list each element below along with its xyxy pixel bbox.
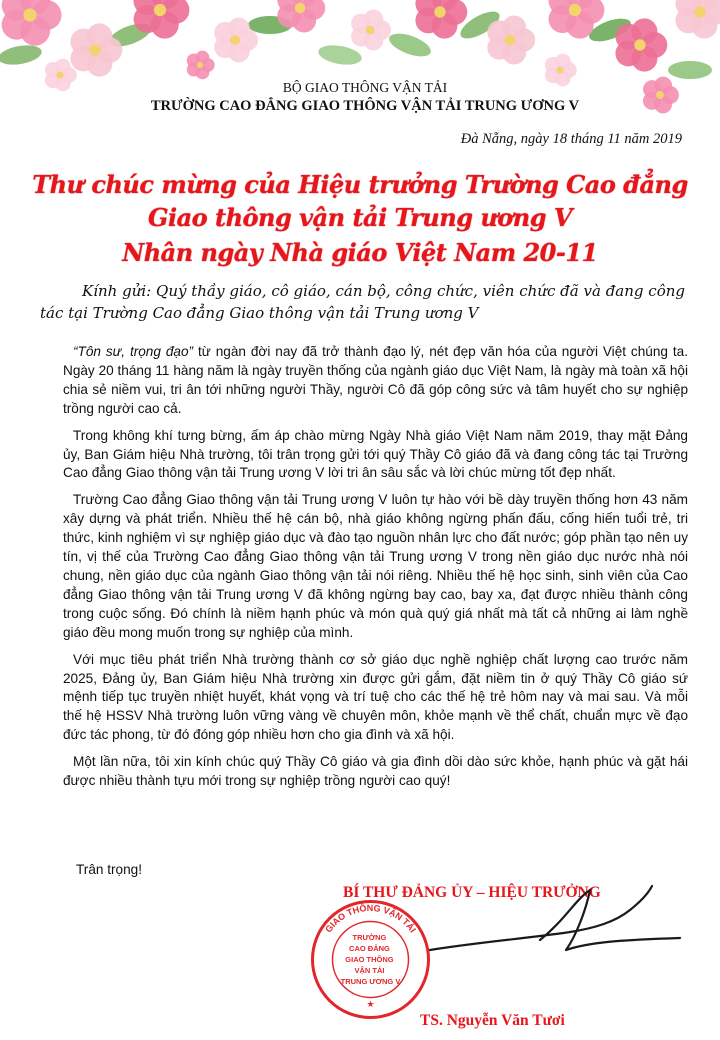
stamp-line-2: CAO ĐẲNG [349,944,390,953]
signer-name: TS. Nguyễn Văn Tươi [420,1012,565,1029]
letter-date: Đà Nẵng, ngày 18 tháng 11 năm 2019 [460,131,682,147]
stamp-ring-text: GIAO THÔNG VẬN TẢI [323,902,418,935]
flower-center [230,35,240,45]
flower-petal [228,17,250,39]
paragraph-2: Trong không khí tưng bừng, ấm áp chào mừng Ngày Nhà giáo Việt Nam năm 2019, thay mặt Đảng ủy, Ban Giám hiệu Nhà trường, tôi trân trọng gửi tới quý Thầy Cô giáo đã và đang công tác tại Trường Cao đẳng Giao thông vận tải Trung ương V lời tri ân sâu sắc và lời chúc mừng tốt đẹp nhất. [63,427,688,481]
quote: “Tôn sư, trọng đạo” [73,344,194,359]
flower-center [197,62,203,68]
letter-title-line-2: Giao thông vận tải Trung ương V [147,203,573,232]
leaf-decoration [0,42,43,67]
flower-petal [55,59,71,75]
flower-petal [555,54,571,70]
salutation: Kính gửi: Quý thầy giáo, cô giáo, cán bộ, công chức, viên chức đã và đang công tác tại Trường Cao đẳng Giao thông vận tải Trung ương V [40,282,685,322]
closing: Trân trọng! [76,862,142,877]
flower-center [154,4,166,16]
floral-banner [0,0,720,140]
leaf-decoration [317,42,363,67]
ministry-name: BỘ GIAO THÔNG VẬN TẢI [282,80,448,95]
leaf-decoration [386,29,434,61]
leaf-decoration [668,61,712,79]
flower-center [694,6,705,17]
flower-petal [631,18,657,44]
flower-center [569,4,581,16]
paragraph-1 [63,343,688,419]
flower-center [505,35,516,46]
stamp-star-icon: ★ [366,999,375,1009]
signer-role: BÍ THƯ ĐẢNG ỦY – HIỆU TRƯỞNG [343,884,601,901]
letter-title-line-3: Nhân ngày Nhà giáo Việt Nam 20-11 [122,238,598,267]
paragraph-3: Trường Cao đẳng Giao thông vận tải Trung ương V luôn tự hào với bề dày truyền thống hơn 43 năm xây dựng và phát triển. Nhiều thế hệ cán bộ, nhà giáo không ngừng phấn đấu, cống hiến tuổi trẻ, tri thức, kinh nghiệm vì sự nghiệp giáo dục và đào tạo nguồn nhân lực cho đất nước; góp phần tạo nên uy tín, vị thế của Trường Cao đẳng Giao thông vận tải Trung ương V trong nền giáo dục nước nhà nói chung, nền giáo dục của ngành Giao thông vận tải nói riêng. Nhiều thế hệ học sinh, sinh viên của Cao đẳng Giao thông vận tải Trung ương V đã không ngừng bay cao, bay xa, đạt được nhiều thành công trong cuộc sống. Đó chính là niềm hạnh phúc và món quà quý giá nhất mà tất cả những ai làm nghề giáo đều mong muốn trong sự nghiệp của mình. [63,492,688,640]
letter-title-line-1: Thư chúc mừng của Hiệu trưởng Trường Cao đẳng [32,170,688,199]
flower-center [23,8,36,21]
stamp-line-4: VẬN TẢI [354,966,385,975]
stamp-line-1: TRƯỜNG [352,933,387,942]
flower-center [556,66,563,73]
flower-center [366,26,375,35]
stamp-line-5: TRUNG ƯƠNG V [340,977,401,986]
stamp-line-3: GIAO THÔNG [345,955,394,964]
school-name: TRƯỜNG CAO ĐẲNG GIAO THÔNG VẬN TẢI TRUNG ƯƠNG V [150,98,580,114]
paragraph-5: Một lần nữa, tôi xin kính chúc quý Thầy Cô giáo và gia đình dồi dào sức khỏe, hạnh phúc và gặt hái được nhiều thành tựu mới trong sự nghiệp trồng người cao quý! [63,754,688,789]
flower-center [89,44,100,55]
paragraph-1-text: từ ngàn đời nay đã trở thành đạo lý, nét đẹp văn hóa của người Việt chúng ta. Ngày 20 tháng 11 hàng năm là ngày truyền thống của ngành giáo dục Việt Nam, là ngày mà toàn xã hội chia sẻ niềm vui, tri ân tới những người Thầy, người Cô đã góp công sức và tâm huyết cho sự nghiệp trồng người cao cả. [63,344,688,416]
letter-body [63,343,688,799]
paragraph-4: Với mục tiêu phát triển Nhà trường thành cơ sở giáo dục nghề nghiệp chất lượng cao trước năm 2025, Đảng ủy, Ban Giám hiệu Nhà trường xin được gửi gắm, đặt niềm tin ở quý Thầy Cô giáo sứ mệnh tiếp tục truyền nhiệt huyết, khát vọng và trí tuệ cho các thế hệ trẻ hôm nay và mai sau. Và mỗi thế hệ HSSV Nhà trường luôn vững vàng về chuyên môn, khỏe mạnh về thể chất, chuẩn mực về đạo đức tác phong, từ đó đóng góp nhiều hơn cho gia đình và xã hội. [63,651,688,743]
flower-petal [363,10,383,30]
flower-center [634,39,645,50]
handwritten-signature [390,880,690,970]
flower-center [295,3,306,14]
flower-center [434,6,445,17]
flower-petal [195,51,209,65]
flower-petal [86,23,112,49]
flower-petal [502,15,526,39]
flower-center [56,71,63,78]
